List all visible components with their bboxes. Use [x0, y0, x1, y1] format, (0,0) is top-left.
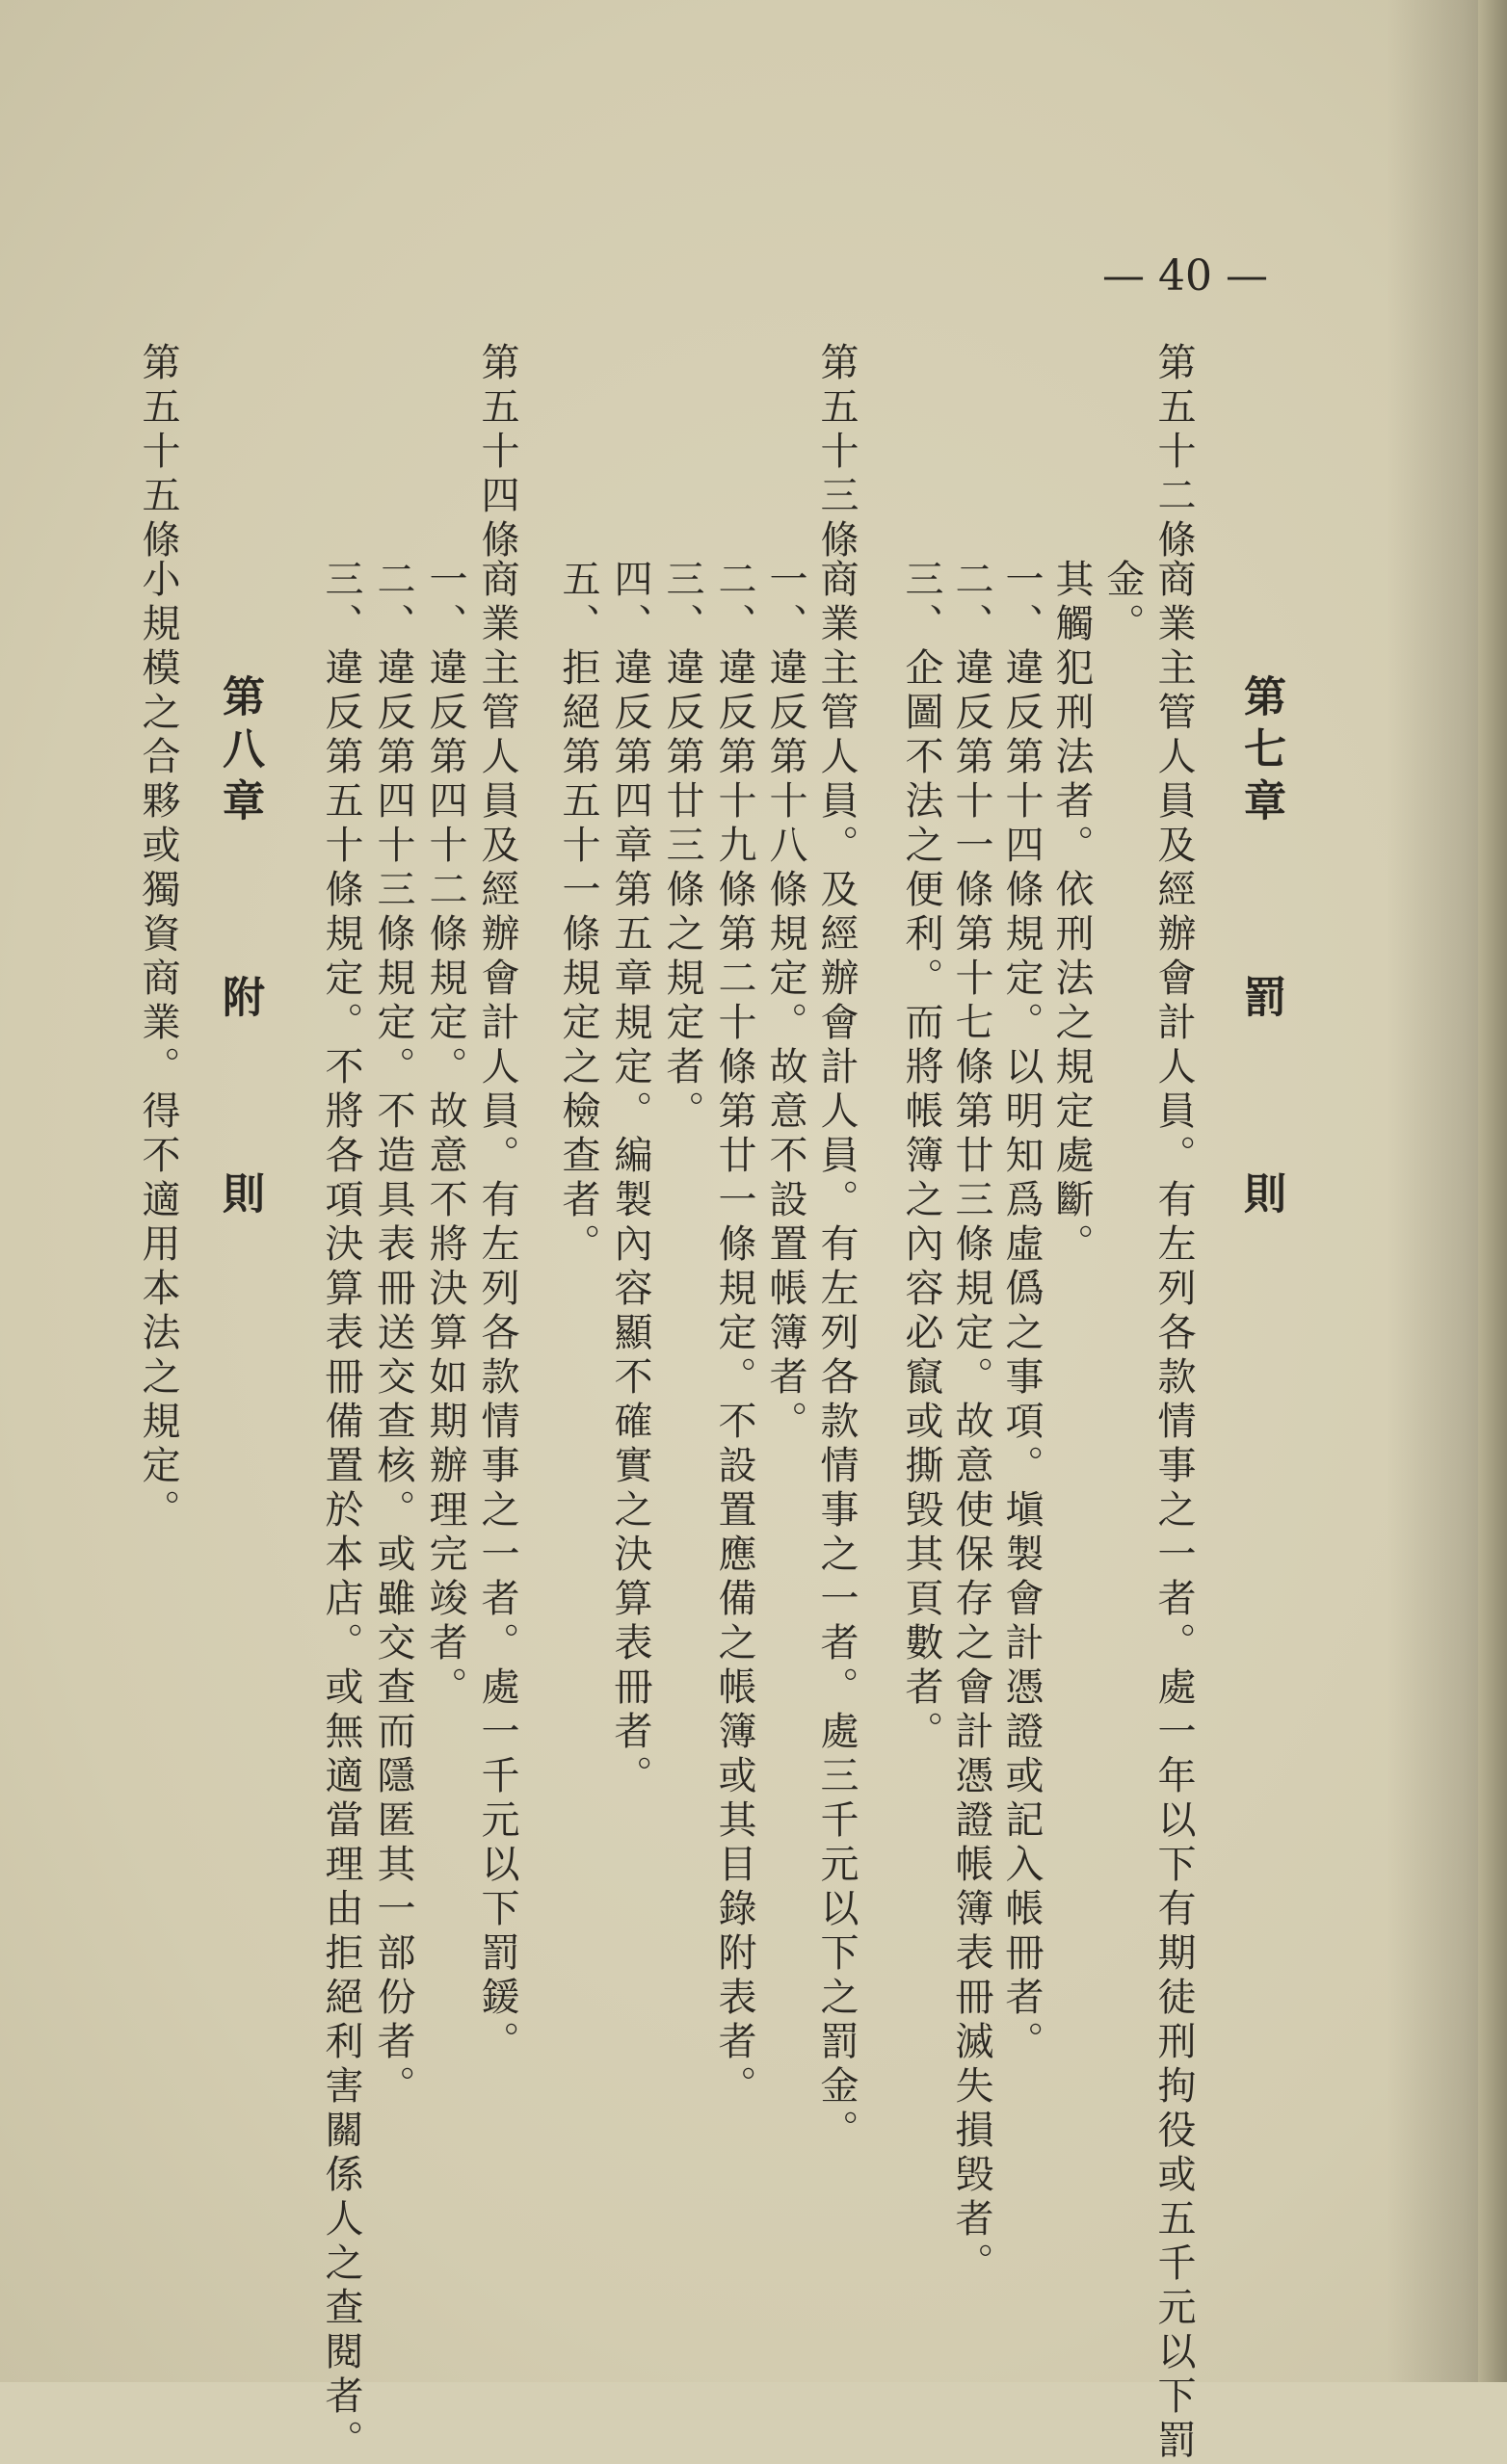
article-53-item-4: 四、違反第四章第五章規定。編製內容顯不確實之決算表冊者。 [608, 559, 652, 1799]
article-53-text-1: 商業主管人員。及經辦會計人員。有左列各款情事之一者。處三千元以下之罰金。 [814, 559, 859, 2154]
article-55-text-1: 小規模之合夥或獨資商業。得不適用本法之規定。 [136, 559, 180, 1533]
chapter-7-subtitle-2: 則 [1236, 1171, 1285, 1223]
article-54-item-1: 一、違反第四十二條規定。故意不將決算如期辦理完竣者。 [423, 559, 467, 1711]
article-54-item-3: 三、違反第五十條規定。不將各項決算表冊備置於本店。或無適當理由拒絕利害關係人之查閱者。 [319, 559, 363, 2464]
chapter-8-heading [215, 674, 264, 1223]
article-53-item-3: 三、違反第廿三條之規定者。 [660, 559, 704, 1135]
article-52-text-2: 金。 [1100, 559, 1145, 647]
article-53-label: 第五十三條 [814, 342, 859, 564]
article-54-label: 第五十四條 [475, 342, 519, 564]
article-54-item-2: 二、違反第四十三條規定。不造具表冊送交查核。或雖交查而隱匿其一部份者。 [371, 559, 415, 2110]
chapter-7-subtitle-1: 罰 [1236, 975, 1285, 1027]
chapter-8-subtitle-1: 附 [215, 975, 264, 1027]
article-52-text-3: 其觸犯刑法者。依刑法之規定處斷。 [1049, 559, 1094, 1268]
chapter-8-title: 第八章 [215, 674, 264, 830]
article-52-text-1: 商業主管人員及經辦會計人員。有左列各款情事之一者。處一年以下有期徒刑拘役或五千元以下罰 [1151, 559, 1196, 2464]
article-52-label: 第五十二條 [1151, 342, 1196, 564]
chapter-7-heading [1236, 674, 1285, 1223]
article-53-item-5: 五、拒絕第五十一條規定之檢查者。 [556, 559, 600, 1268]
page-number: — 40 — [1102, 251, 1268, 301]
article-54-text-1: 商業主管人員及經辦會計人員。有左列各款情事之一者。處一千元以下罰鍰。 [475, 559, 519, 2065]
article-53-item-1: 一、違反第十八條規定。故意不設置帳簿者。 [763, 559, 807, 1445]
article-52-item-1: 一、違反第十四條規定。以明知爲虛僞之事項。塡製會計憑證或記入帳冊者。 [999, 559, 1044, 2065]
chapter-7-title: 第七章 [1236, 674, 1285, 830]
article-53-item-2: 二、違反第十九條第二十條第廿一條規定。不設置應備之帳簿或其目錄附表者。 [712, 559, 756, 2110]
article-55-label: 第五十五條 [136, 342, 180, 564]
chapter-8-subtitle-2: 則 [215, 1171, 264, 1223]
article-52-item-3: 三、企圖不法之便利。而將帳簿之內容必竄或撕毁其頁數者。 [899, 559, 943, 1755]
book-spine-shadow [1478, 0, 1507, 2382]
article-52-item-2: 二、違反第十一條第十七條第廿三條規定。故意使保存之會計憑證帳簿表冊滅失損毁者。 [949, 559, 993, 2287]
